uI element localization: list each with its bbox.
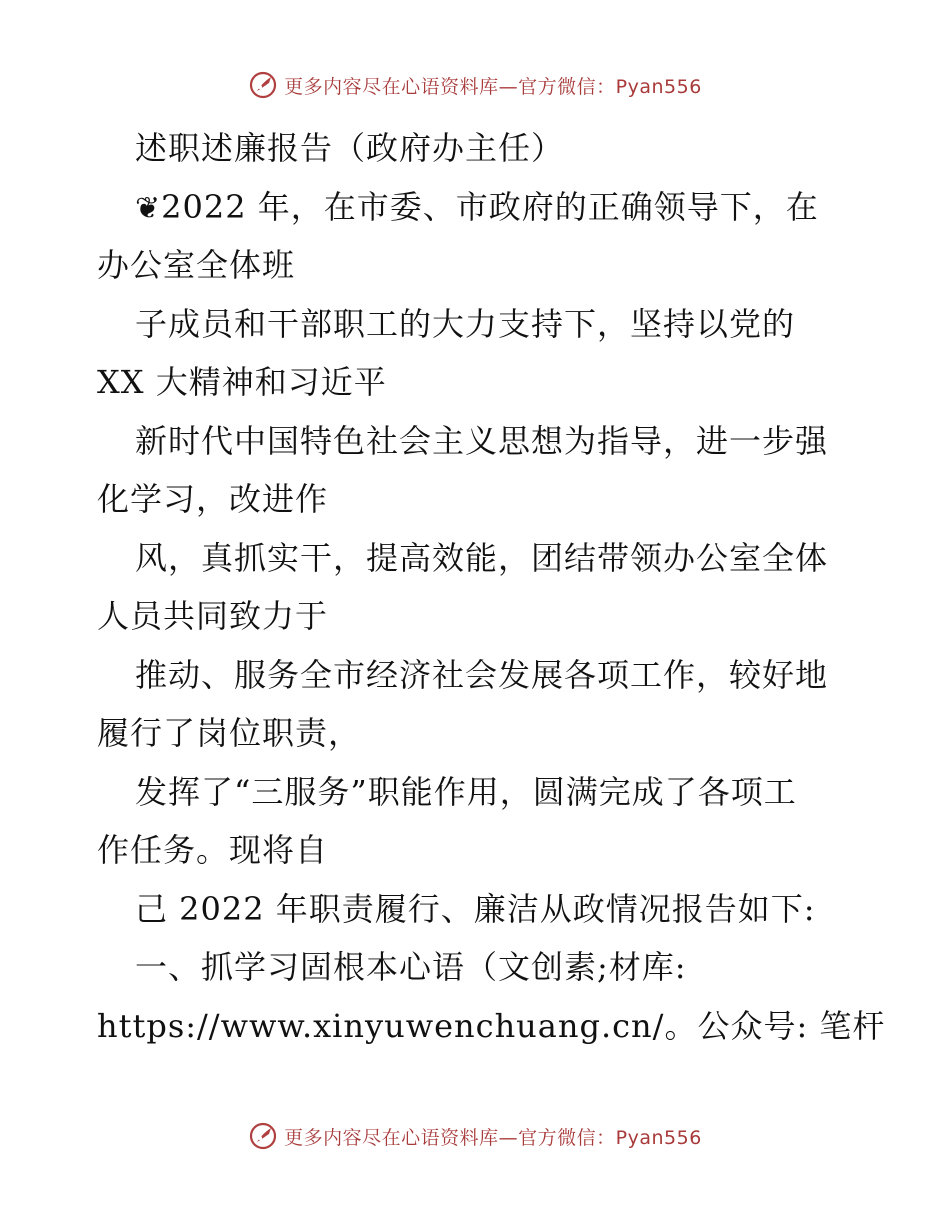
paragraph-line: 履行了岗位职责，: [97, 714, 362, 752]
header-watermark-text: 更多内容尽在心语资料库—官方微信：Pyan556: [284, 75, 702, 98]
paragraph-line: [135, 187, 819, 229]
footer-watermark-text: 更多内容尽在心语资料库—官方微信：Pyan556: [284, 1126, 702, 1149]
document-title: 述职述廉报告（政府办主任）: [135, 129, 565, 167]
paragraph-line: 人员共同致力于: [97, 597, 329, 635]
paragraph-line: https://www.xinyuwenchuang.cn/。公众号: 笔杆: [97, 1007, 886, 1045]
paragraph-line: 化学习，改进作: [97, 480, 329, 518]
paragraph-line: 作任务。现将自: [97, 831, 329, 869]
paragraph-line: 子成员和干部职工的大力支持下，坚持以党的: [135, 305, 796, 343]
paragraph-line: 办公室全体班: [97, 246, 296, 284]
section-heading: 一、抓学习固根本心语（文创素;材库:: [135, 948, 687, 986]
paragraph-line: 新时代中国特色社会主义思想为指导，进一步强: [135, 422, 829, 460]
paragraph-line: 发挥了“三服务”职能作用，圆满完成了各项工: [135, 773, 797, 811]
footer-watermark-banner: [0, 1121, 950, 1151]
quill-seal-icon: [248, 1121, 278, 1151]
paragraph-line: XX 大精神和习近平: [97, 363, 387, 401]
paragraph-line: 推动、服务全市经济社会发展各项工作，较好地: [135, 656, 829, 694]
floral-ornament-icon: ❦: [135, 191, 162, 226]
paragraph-line: 己 2022 年职责履行、廉洁从政情况报告如下:: [135, 890, 816, 928]
paragraph-line: 风，真抓实干，提高效能，团结带领办公室全体: [135, 539, 829, 577]
paragraph-text: 2022 年，在市委、市政府的正确领导下，在: [161, 188, 819, 226]
